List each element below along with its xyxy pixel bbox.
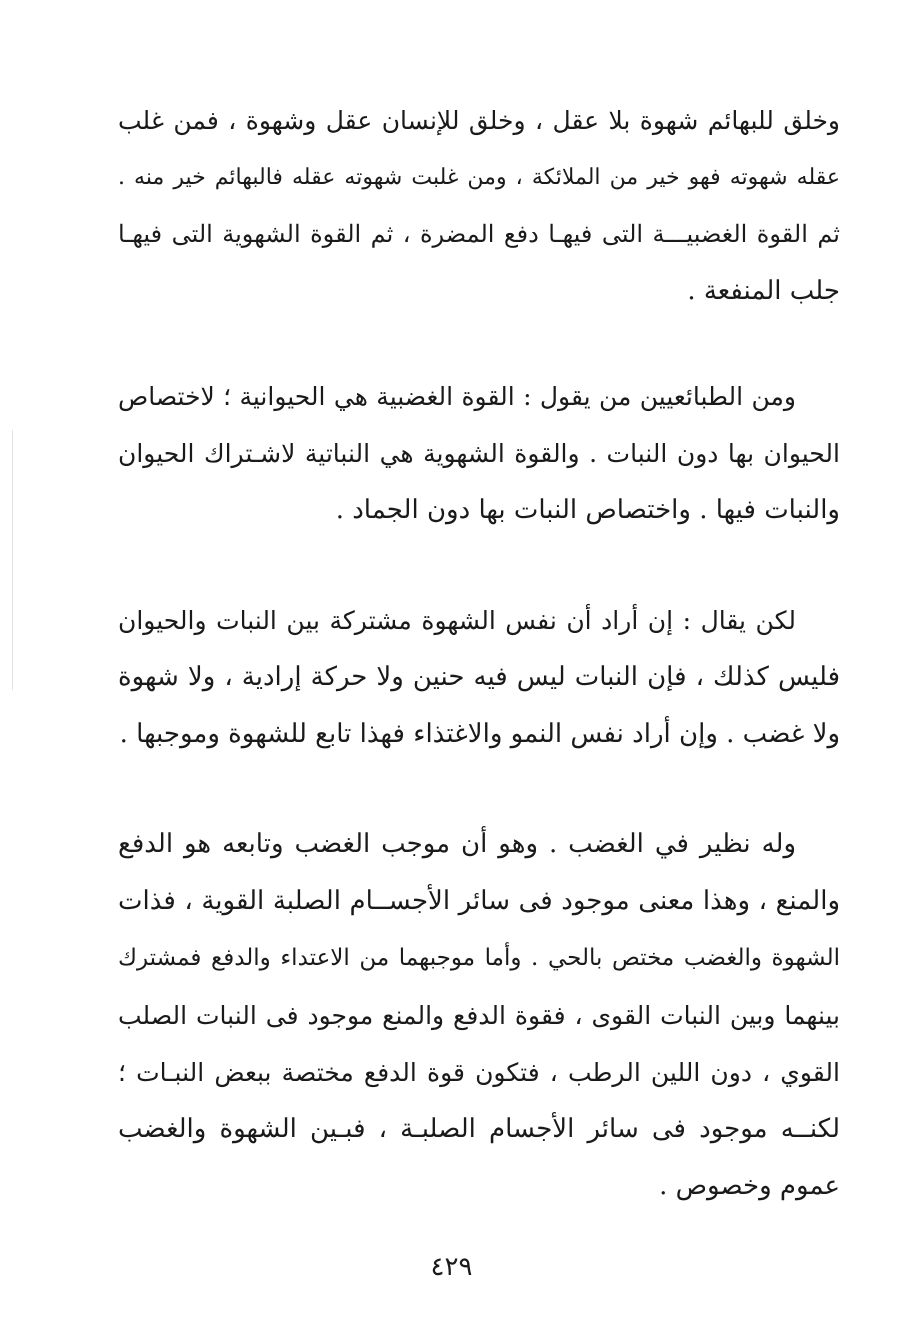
text-line: والمنع ، وهذا معنى موجود فى سائر الأجســام الصلبة القوية ، فذات: [118, 886, 840, 916]
text-line: الشهوة والغضب مختص بالحي . وأما موجبهما من الاعتداء والدفع فمشترك: [118, 945, 840, 971]
text-line: لكن يقال : إن أراد أن نفس الشهوة مشتركة بين النبات والحيوان: [118, 606, 796, 635]
text-line: لكنــه موجود فى سائر الأجسام الصلبـة ، فبـين الشهوة والغضب: [118, 1114, 840, 1144]
text-line: جلب المنفعة .: [687, 276, 840, 306]
text-line: بينهما وبين النبات القوى ، فقوة الدفع والمنع موجود فى النبات الصلب: [118, 1001, 840, 1030]
text-line: الحيوان بها دون النبات . والقوة الشهوية هي النباتية لاشـتراك الحيوان: [118, 439, 840, 468]
text-line: وخلق للبهائم شهوة بلا عقل ، وخلق للإنسان عقل وشهوة ، فمن غلب: [118, 106, 840, 135]
page-number: ٤٢٩: [430, 1252, 473, 1282]
page-edge-shadow: [12, 430, 13, 690]
text-line: عموم وخصوص .: [659, 1171, 840, 1201]
text-line: فليس كذلك ، فإن النبات ليس فيه حنين ولا حركة إرادية ، ولا شهوة: [118, 662, 840, 692]
paragraph-4: [118, 816, 840, 1215]
text-line: القوي ، دون اللين الرطب ، فتكون قوة الدفع مختصة ببعض النبـات ؛: [118, 1058, 840, 1087]
paragraph-1: [118, 92, 840, 320]
text-line: عقله شهوته فهو خير من الملائكة ، ومن غلبت شهوته عقله فالبهائم خير منه .: [118, 165, 840, 190]
paragraph-3: [118, 592, 840, 763]
text-line: وله نظير في الغضب . وهو أن موجب الغضب وتابعه هو الدفع: [118, 829, 796, 859]
text-line: ولا غضب . وإن أراد نفس النمو والاغتذاء فهذا تابع للشهوة وموجبها .: [119, 719, 840, 749]
text-line: ومن الطبائعيين من يقول : القوة الغضبية هي الحيوانية ؛ لاختصاص: [118, 382, 796, 411]
text-line: والنبات فيها . واختصاص النبات بها دون الجماد .: [335, 495, 840, 525]
paragraph-2: [118, 368, 840, 539]
text-line: ثم القوة الغضبيـــة التى فيهـا دفع المضرة ، ثم القوة الشهوية التى فيهـا: [118, 220, 840, 248]
